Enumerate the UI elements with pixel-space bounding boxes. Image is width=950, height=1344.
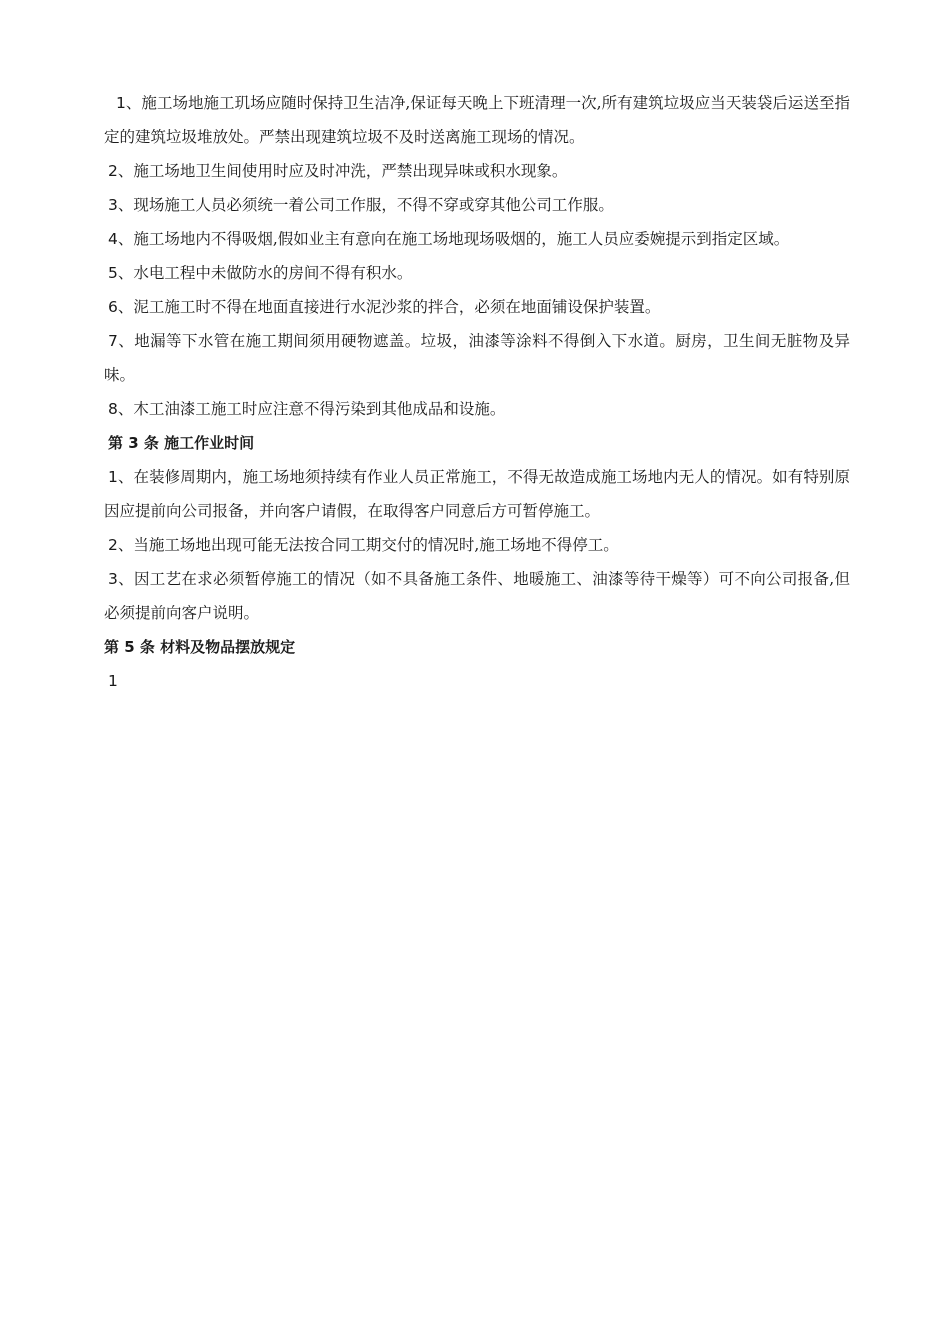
- item-text: 、现场施工人员必须统一着公司工作服，不得不穿或穿其他公司工作服。: [117, 196, 614, 214]
- item-text: 、施工场地施工玑场应随时保持卫生洁净,保证每天晚上下班清理一次,所有建筑垃圾应当天装袋后运送至指定的建筑垃圾堆放处。严禁出现建筑垃圾不及时送离施工现场的情况。: [104, 94, 850, 146]
- document-page: [104, 86, 850, 698]
- paragraph-a2: [104, 154, 850, 188]
- item-text: 、当施工场地出现可能无法按合同工期交付的情况时,施工场地不得停工。: [117, 536, 619, 554]
- item-number: 2: [108, 162, 118, 180]
- item-number: 4: [108, 230, 118, 248]
- paragraph-3-1: [104, 460, 850, 528]
- item-number: 5: [108, 264, 118, 282]
- paragraph-a1: [104, 86, 850, 154]
- item-text: 、施工场地卫生间使用时应及时冲洗，严禁出现异味或积水现象。: [117, 162, 568, 180]
- section-3-heading: 第 3 条 施工作业时间: [108, 434, 255, 452]
- item-text: 、地漏等下水管在施工期间须用硬物遮盖。垃圾，油漆等涂料不得倒入下水道。厨房，卫生间无脏物及异味。: [104, 332, 850, 384]
- paragraph-a6: [104, 290, 850, 324]
- item-text: 、因工艺在求必须暂停施工的情况（如不具备施工条件、地暖施工、油漆等待干燥等）可不向公司报备,但必须提前向客户说明。: [104, 570, 850, 622]
- paragraph-a3: [104, 188, 850, 222]
- paragraph-a8: [104, 392, 850, 426]
- item-number: 8: [108, 400, 118, 418]
- item-text: 、在装修周期内，施工场地须持续有作业人员正常施工，不得无故造成施工场地内无人的情况。如有特别原因应提前向公司报备，并向客户请假，在取得客户同意后方可暂停施工。: [104, 468, 850, 520]
- item-number: 1: [108, 468, 118, 486]
- paragraph-3-2: [104, 528, 850, 562]
- item-number: 1: [108, 672, 118, 690]
- item-number: 3: [108, 196, 118, 214]
- item-number: 7: [108, 332, 118, 350]
- paragraph-3-3: [104, 562, 850, 630]
- section-5-heading: 第 5 条 材料及物品摆放规定: [104, 638, 296, 656]
- item-number: 6: [108, 298, 118, 316]
- paragraph-5-1: [104, 664, 850, 698]
- item-number: 3: [108, 570, 118, 588]
- paragraph-a4: [104, 222, 850, 256]
- item-text: 、施工场地内不得吸烟,假如业主有意向在施工场地现场吸烟的，施工人员应委婉提示到指定区域。: [117, 230, 790, 248]
- item-text: 、泥工施工时不得在地面直接进行水泥沙浆的拌合，必须在地面铺设保护装置。: [117, 298, 661, 316]
- item-number: 2: [108, 536, 118, 554]
- item-text: 、木工油漆工施工时应注意不得污染到其他成品和设施。: [117, 400, 506, 418]
- paragraph-a5: [104, 256, 850, 290]
- item-text: 、水电工程中未做防水的房间不得有积水。: [117, 264, 413, 282]
- paragraph-a7: [104, 324, 850, 392]
- item-number: 1: [116, 94, 126, 112]
